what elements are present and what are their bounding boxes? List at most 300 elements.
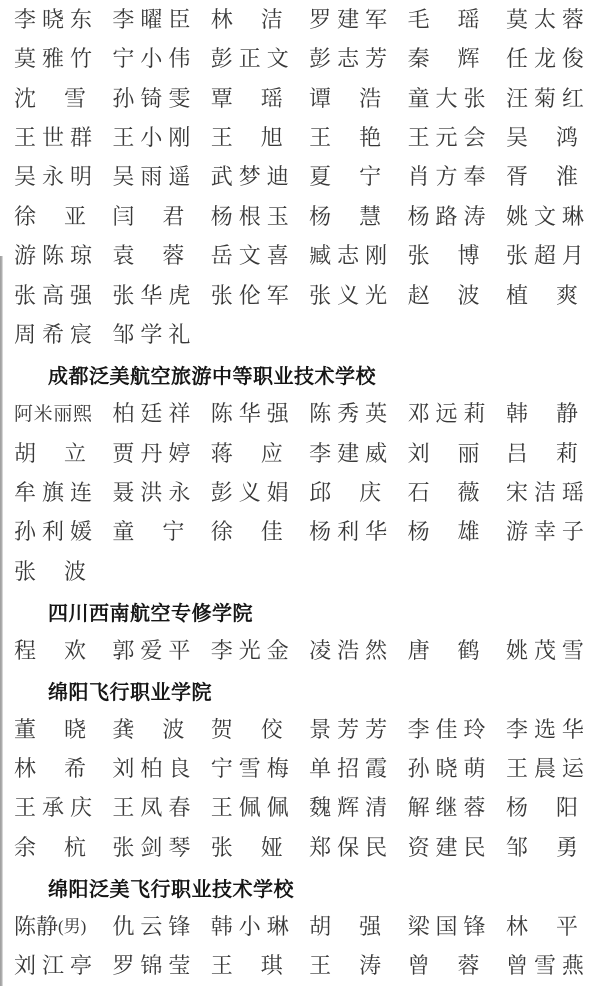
- name-char: 波: [162, 716, 185, 742]
- name-char: 燕: [561, 953, 584, 979]
- name-char: 庆: [359, 479, 382, 505]
- person-name: [210, 203, 289, 229]
- person-name: [211, 797, 289, 819]
- name-char: 王: [505, 756, 528, 782]
- person-name: [408, 797, 486, 819]
- name-char: 应: [260, 440, 283, 466]
- name-char: 莉: [463, 401, 486, 427]
- name-char: 张: [14, 558, 37, 584]
- person-name: [211, 166, 289, 188]
- name-char: 红: [561, 85, 584, 111]
- name-char: 徐: [14, 203, 37, 229]
- section-heading-line: [0, 868, 600, 907]
- name-char: 承: [41, 795, 64, 821]
- person-name-gender-suffix: (男): [58, 917, 87, 937]
- name-char: 强: [69, 282, 92, 308]
- name-char: 萌: [463, 756, 486, 782]
- name-char: 魏: [309, 795, 332, 821]
- name-char: 莫: [14, 46, 37, 72]
- name-char: 亚: [63, 203, 86, 229]
- person-name: [14, 324, 92, 346]
- person-name: [14, 203, 92, 229]
- name-char: 邱: [309, 479, 332, 505]
- person-name-base: 陈静: [14, 913, 59, 939]
- name-char: 阳: [555, 795, 578, 821]
- person-name: [14, 637, 92, 663]
- name-char: 洪: [140, 479, 163, 505]
- person-name: [112, 913, 191, 939]
- name-char: 志: [337, 243, 360, 269]
- person-name: [210, 440, 289, 466]
- person-name: [112, 834, 191, 860]
- person-name: [309, 245, 387, 267]
- name-char: 伟: [168, 46, 191, 72]
- name-char: 陈: [309, 401, 332, 427]
- name-row: [0, 710, 600, 749]
- person-name: [210, 479, 289, 505]
- name-char: 王: [309, 953, 332, 979]
- name-row: [0, 237, 600, 276]
- name-char: 蓉: [162, 243, 185, 269]
- name-char: 刘: [14, 953, 37, 979]
- name-char: 刚: [168, 125, 191, 151]
- name-char: 华: [140, 282, 163, 308]
- name-char: 童: [407, 85, 430, 111]
- name-char: 蓉: [463, 795, 486, 821]
- name-char: 民: [365, 834, 388, 860]
- name-char: 菊: [533, 85, 556, 111]
- name-char: 强: [266, 401, 289, 427]
- name-char: 张: [407, 243, 430, 269]
- person-name: [506, 521, 584, 543]
- person-name: [112, 479, 191, 505]
- name-row: [0, 276, 600, 315]
- name-char: 希: [41, 322, 64, 348]
- name-char: 雪: [533, 953, 556, 979]
- name-char: 清: [365, 795, 388, 821]
- person-name: [505, 85, 584, 111]
- name-char: 吴: [505, 125, 528, 151]
- name-char: 君: [162, 203, 185, 229]
- name-char: 建: [435, 834, 458, 860]
- name-char: 闫: [112, 203, 135, 229]
- name-char: 雪: [561, 637, 584, 663]
- person-name: [506, 166, 584, 188]
- name-char: 彭: [210, 46, 233, 72]
- name-char: 子: [561, 519, 584, 545]
- name-char: 涛: [463, 203, 486, 229]
- name-char: 太: [533, 6, 556, 32]
- name-char: 雪: [63, 85, 86, 111]
- person-name: [14, 558, 92, 584]
- person-name: [210, 85, 289, 111]
- person-name: [505, 913, 584, 939]
- name-row: [0, 552, 600, 591]
- name-char: 王: [210, 125, 233, 151]
- name-char: 谭: [309, 85, 332, 111]
- name-row: [0, 0, 600, 39]
- person-name: [210, 282, 289, 308]
- name-char: 远: [435, 401, 458, 427]
- person-name: [505, 637, 584, 663]
- name-char: 王: [309, 125, 332, 151]
- name-char: 威: [365, 440, 388, 466]
- name-char: 佩: [266, 795, 289, 821]
- section-heading-line: [0, 355, 600, 394]
- name-char: 锦: [140, 953, 163, 979]
- name-char: 陈: [41, 243, 64, 269]
- name-char: 连: [69, 479, 92, 505]
- name-char: 平: [555, 913, 578, 939]
- name-char: 强: [359, 913, 382, 939]
- name-char: 遥: [168, 164, 191, 190]
- person-name: [210, 637, 289, 663]
- name-char: 辉: [337, 795, 360, 821]
- name-char: 华: [365, 519, 388, 545]
- person-name: [112, 440, 191, 466]
- name-char: 吴: [112, 164, 135, 190]
- name-char: 云: [140, 913, 163, 939]
- name-char: 李: [210, 637, 233, 663]
- name-char: 夏: [309, 164, 332, 190]
- person-name: [505, 282, 584, 308]
- name-char: 选: [533, 716, 556, 742]
- person-name: [309, 716, 388, 742]
- name-char: 刚: [365, 243, 388, 269]
- person-name: [407, 440, 486, 466]
- person-name: [14, 913, 92, 939]
- name-char: 小: [238, 913, 261, 939]
- name-char: 琪: [260, 953, 283, 979]
- name-char: 毛: [407, 6, 430, 32]
- section-heading: 成都泛美航空旅游中等职业技术学校: [48, 366, 376, 389]
- name-char: 梅: [266, 756, 289, 782]
- name-char: 静: [555, 401, 578, 427]
- name-char: 辉: [457, 46, 480, 72]
- name-char: 任: [505, 46, 528, 72]
- person-name: [408, 758, 486, 780]
- name-char: 利: [41, 519, 64, 545]
- name-char: 学: [140, 322, 163, 348]
- name-char: 牟: [14, 479, 37, 505]
- name-char: 茂: [533, 637, 556, 663]
- name-char: 周: [14, 322, 37, 348]
- person-name: [408, 955, 486, 977]
- name-char: 王: [407, 125, 430, 151]
- name-char: 韩: [210, 913, 233, 939]
- name-char: 锋: [168, 913, 191, 939]
- name-char: 然: [365, 637, 388, 663]
- name-char: 蒋: [210, 440, 233, 466]
- name-char: 芳: [337, 716, 360, 742]
- name-char: 民: [463, 834, 486, 860]
- name-char: 杨: [407, 519, 430, 545]
- name-char: 正: [238, 46, 261, 72]
- name-char: 晓: [41, 6, 64, 32]
- name-char: 游: [14, 243, 37, 269]
- name-char: 蓉: [561, 6, 584, 32]
- name-char: 华: [238, 401, 261, 427]
- name-char: 李: [309, 440, 332, 466]
- name-char: 奉: [463, 164, 486, 190]
- person-name: [14, 282, 92, 308]
- name-char: 丹: [140, 440, 163, 466]
- name-char: 洁: [533, 479, 556, 505]
- name-char: 杨: [309, 203, 332, 229]
- person-name: [112, 716, 190, 742]
- person-name: [309, 403, 387, 425]
- person-name: [309, 479, 387, 505]
- person-name: [407, 6, 486, 32]
- name-char: 景: [309, 716, 332, 742]
- section-heading: 绵阳飞行职业学院: [48, 681, 212, 704]
- name-char: 秦: [407, 46, 430, 72]
- name-char: 石: [407, 479, 430, 505]
- name-char: 波: [457, 282, 480, 308]
- name-char: 礼: [168, 322, 191, 348]
- name-char: 根: [238, 203, 261, 229]
- name-char: 大: [435, 85, 458, 111]
- name-char: 姚: [505, 203, 528, 229]
- name-char: 继: [435, 795, 458, 821]
- name-char: 金: [266, 637, 289, 663]
- name-row: [0, 39, 600, 78]
- name-char: 雨: [140, 164, 163, 190]
- name-char: 旭: [260, 125, 283, 151]
- name-char: 杨: [309, 519, 332, 545]
- person-name: [14, 479, 92, 505]
- name-char: 贺: [210, 716, 233, 742]
- name-char: 江: [41, 953, 64, 979]
- section-heading: 四川西南航空专修学院: [48, 602, 253, 625]
- person-name: [211, 127, 289, 149]
- person-name: [14, 955, 92, 977]
- person-name: [506, 955, 584, 977]
- name-char: 贾: [112, 440, 135, 466]
- name-row: [0, 118, 600, 157]
- section-heading-line: [0, 670, 600, 709]
- name-char: 博: [457, 243, 480, 269]
- name-char: 邓: [407, 401, 430, 427]
- name-char: 张: [505, 243, 528, 269]
- name-char: 丽: [53, 403, 73, 425]
- person-name: [408, 127, 486, 149]
- name-char: 瑶: [561, 479, 584, 505]
- name-char: 莹: [168, 953, 191, 979]
- name-row: [0, 316, 600, 355]
- name-char: 迪: [266, 164, 289, 190]
- name-char: 高: [41, 282, 64, 308]
- person-name: [210, 6, 289, 32]
- name-char: 东: [69, 6, 92, 32]
- name-row: [0, 158, 600, 197]
- name-char: 张: [112, 282, 135, 308]
- name-char: 琳: [561, 203, 584, 229]
- name-char: 张: [309, 282, 332, 308]
- person-name: [14, 6, 92, 32]
- name-char: 宁: [112, 46, 135, 72]
- name-char: 小: [140, 46, 163, 72]
- name-char: 莫: [505, 6, 528, 32]
- name-row: [0, 828, 600, 867]
- name-char: 幸: [533, 519, 556, 545]
- name-char: 旗: [41, 479, 64, 505]
- person-name: [112, 6, 191, 32]
- name-char: 李: [14, 6, 37, 32]
- name-char: 郭: [112, 637, 135, 663]
- name-char: 张: [463, 85, 486, 111]
- person-name: [309, 834, 388, 860]
- person-name: [506, 758, 584, 780]
- person-name: [210, 716, 289, 742]
- name-char: 李: [407, 716, 430, 742]
- person-name: [407, 637, 486, 663]
- name-char: 张: [14, 282, 37, 308]
- name-char: 国: [435, 913, 458, 939]
- name-char: 孙: [14, 519, 37, 545]
- name-char: 爽: [555, 282, 578, 308]
- name-char: 玲: [463, 716, 486, 742]
- name-char: 方: [435, 164, 458, 190]
- name-char: 军: [365, 6, 388, 32]
- name-char: 希: [63, 756, 86, 782]
- name-char: 郑: [309, 834, 332, 860]
- name-row: [0, 789, 600, 828]
- name-char: 龚: [112, 716, 135, 742]
- name-char: 臣: [168, 6, 191, 32]
- name-char: 宁: [359, 164, 382, 190]
- name-char: 琴: [168, 834, 191, 860]
- name-char: 平: [168, 637, 191, 663]
- person-name: [309, 48, 387, 70]
- name-char: 游: [505, 519, 528, 545]
- person-name: [14, 834, 92, 860]
- person-name: [506, 245, 584, 267]
- name-char: 宁: [162, 519, 185, 545]
- section-heading: 绵阳泛美飞行职业技术学校: [48, 878, 294, 901]
- name-char: 凤: [140, 795, 163, 821]
- name-char: 娅: [260, 834, 283, 860]
- name-char: 孙: [112, 85, 135, 111]
- name-char: 董: [14, 716, 37, 742]
- name-row: [0, 79, 600, 118]
- person-name: [14, 797, 92, 819]
- name-char: 韩: [505, 401, 528, 427]
- person-name: [505, 834, 584, 860]
- name-char: 雪: [238, 756, 261, 782]
- name-char: 虎: [168, 282, 191, 308]
- person-name: [407, 85, 486, 111]
- name-char: 永: [41, 164, 64, 190]
- name-char: 王: [14, 125, 37, 151]
- name-char: 会: [463, 125, 486, 151]
- name-char: 姚: [505, 637, 528, 663]
- name-char: 浩: [359, 85, 382, 111]
- name-char: 杭: [63, 834, 86, 860]
- name-char: 欢: [63, 637, 86, 663]
- name-char: 宸: [69, 322, 92, 348]
- person-name: [112, 758, 190, 780]
- name-char: 月: [561, 243, 584, 269]
- person-name: [112, 403, 190, 425]
- name-row: [0, 197, 600, 236]
- name-char: 植: [505, 282, 528, 308]
- name-char: 阿: [14, 403, 34, 425]
- name-char: 娟: [266, 479, 289, 505]
- name-char: 志: [337, 46, 360, 72]
- person-name: [112, 797, 190, 819]
- name-char: 洁: [260, 6, 283, 32]
- person-name: [112, 48, 190, 70]
- person-name: [211, 48, 289, 70]
- name-row: [0, 434, 600, 473]
- name-char: 吴: [14, 164, 37, 190]
- person-name: [505, 6, 584, 32]
- name-char: 王: [112, 795, 135, 821]
- person-name: [309, 521, 387, 543]
- name-char: 曾: [505, 953, 528, 979]
- name-char: 王: [14, 795, 37, 821]
- person-name: [408, 48, 486, 70]
- name-char: 义: [337, 282, 360, 308]
- name-char: 淮: [555, 164, 578, 190]
- name-char: 义: [238, 479, 261, 505]
- name-row: [0, 513, 600, 552]
- person-name: [211, 758, 289, 780]
- person-name: [14, 85, 92, 111]
- name-char: 资: [407, 834, 430, 860]
- person-name: [112, 282, 191, 308]
- person-name: [112, 127, 190, 149]
- name-row: [0, 947, 600, 986]
- name-char: 爱: [140, 637, 163, 663]
- name-char: 秀: [337, 401, 360, 427]
- name-char: 瑶: [260, 85, 283, 111]
- person-name: [14, 48, 92, 70]
- person-name: [112, 637, 191, 663]
- name-char: 张: [112, 834, 135, 860]
- name-char: 明: [69, 164, 92, 190]
- name-char: 彭: [309, 46, 332, 72]
- person-name: [309, 797, 387, 819]
- name-char: 单: [309, 756, 332, 782]
- person-name: [211, 521, 289, 543]
- name-char: 锜: [140, 85, 163, 111]
- name-char: 婷: [168, 440, 191, 466]
- name-char: 岳: [210, 243, 233, 269]
- name-char: 文: [266, 46, 289, 72]
- name-char: 雄: [457, 519, 480, 545]
- person-name: [14, 521, 92, 543]
- name-char: 锋: [463, 913, 486, 939]
- name-char: 群: [69, 125, 92, 151]
- name-char: 建: [337, 6, 360, 32]
- name-char: 徐: [210, 519, 233, 545]
- person-name: [14, 405, 92, 424]
- name-char: 胡: [309, 913, 332, 939]
- name-char: 王: [210, 953, 233, 979]
- name-char: 佳: [260, 519, 283, 545]
- name-char: 光: [365, 282, 388, 308]
- name-char: 梦: [238, 164, 261, 190]
- name-char: 勇: [555, 834, 578, 860]
- person-name: [210, 834, 289, 860]
- name-char: 元: [435, 125, 458, 151]
- person-name: [407, 913, 486, 939]
- person-name: [506, 127, 584, 149]
- name-char: 军: [266, 282, 289, 308]
- person-name: [309, 6, 388, 32]
